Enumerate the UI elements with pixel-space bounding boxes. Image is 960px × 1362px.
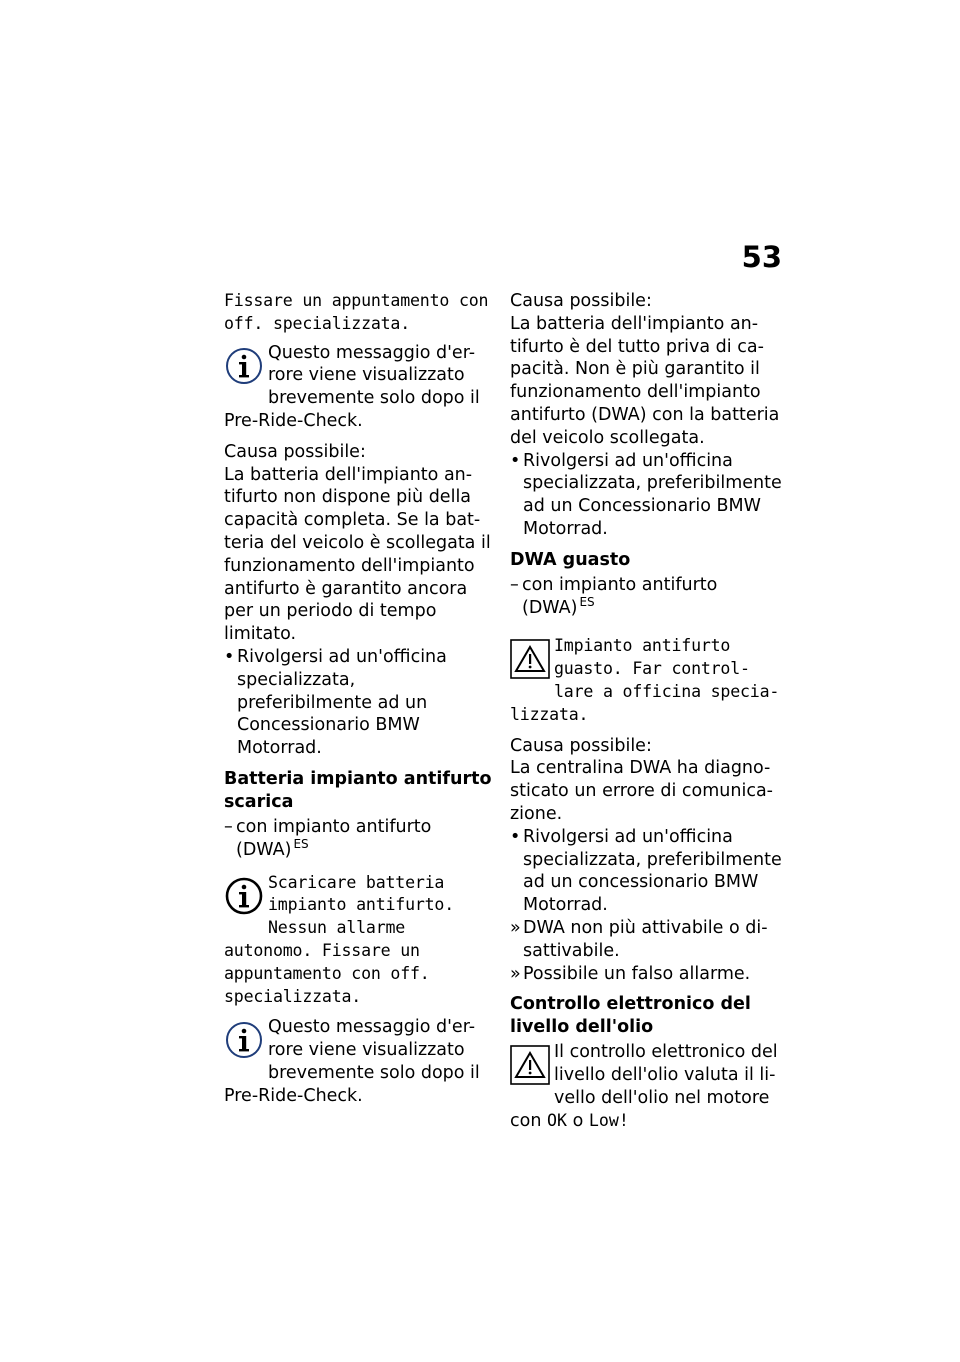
section-heading: Controllo elettronico del livello dell'olio	[510, 994, 751, 1038]
info-text: Questo messaggio d'er-rore viene visualizzato brevemente solo dopo il Pre-Ride-Check.	[224, 342, 480, 431]
result-marker: »	[510, 963, 521, 984]
ok-code: OK	[547, 1110, 567, 1130]
page-number: 53	[741, 240, 782, 274]
warning-icon	[510, 1045, 550, 1085]
condition-text: con impianto antifurto (DWA)	[236, 816, 432, 860]
section-heading: Batteria impianto antifurto scarica	[224, 768, 492, 812]
left-column	[224, 290, 492, 1116]
cause-label: Causa possibile:	[510, 291, 652, 311]
right-column	[510, 290, 782, 1141]
warning-note	[510, 1041, 782, 1132]
info-note	[224, 1016, 492, 1107]
info-icon	[224, 346, 264, 386]
info-note	[224, 872, 492, 1009]
warning-icon	[510, 639, 550, 679]
result-item	[510, 963, 782, 986]
bullet-text: Rivolgersi ad un'officina specializzata, preferibilmente ad un Concessionario BMW Motorrad.	[523, 450, 782, 539]
info-text: Questo messaggio d'er-rore viene visualizzato brevemente solo dopo il Pre-Ride-Check.	[224, 1017, 480, 1106]
dash-marker: –	[510, 574, 519, 595]
or-word: o	[572, 1110, 584, 1131]
cause-label: Causa possibile:	[510, 735, 652, 756]
cause-block	[224, 441, 492, 646]
result-text: Possibile un falso allarme.	[523, 963, 751, 984]
equipment-condition	[224, 816, 492, 862]
action-bullet	[510, 826, 782, 917]
info-icon	[224, 1020, 264, 1060]
display-message: Scaricare batteria impianto antifurto. Nessun allarme autonomo. Fissare un appuntamento con off. specializzata.	[224, 872, 455, 1006]
dash-marker: –	[224, 816, 233, 837]
action-bullet	[510, 450, 782, 541]
result-marker: »	[510, 917, 521, 938]
low-code: Low!	[588, 1110, 629, 1130]
action-bullet	[224, 646, 492, 760]
option-sup: ES	[579, 594, 595, 609]
cause-label: Causa possibile:	[224, 441, 366, 462]
section-heading: DWA guasto	[510, 549, 631, 570]
option-sup: ES	[293, 836, 309, 851]
result-text: DWA non più attivabile o di-sattivabile.	[523, 917, 768, 961]
display-message: Fissare un appuntamento con off. specializzata.	[224, 291, 489, 333]
bullet-marker: •	[510, 450, 521, 471]
cause-text: La batteria dell'impianto an-tifurto è del tutto priva di ca-pacità. Non è più garantito il funzionamento dell'impianto antifurto (DWA) con la batteria del veicolo scollegata.	[510, 313, 780, 448]
info-note	[224, 342, 492, 433]
oil-check-text: Il controllo elettronico del livello dell'olio valuta il li-vello dell'olio nel motore con	[510, 1042, 778, 1131]
bullet-marker: •	[510, 826, 521, 847]
equipment-condition	[510, 574, 782, 620]
result-item	[510, 917, 782, 963]
cause-block	[510, 290, 782, 450]
cause-text: La batteria dell'impianto an-tifurto non dispone più della capacità completa. Se la bat-teria del veicolo è scollegata il funzionamento dell'impianto antifurto è garantito ancora per un periodo di tempo limitato.	[224, 464, 491, 645]
condition-text: con impianto antifurto (DWA)	[522, 574, 718, 618]
bullet-marker: •	[224, 646, 235, 667]
cause-text: La centralina DWA ha diagno-sticato un errore di comunica-zione.	[510, 758, 773, 824]
info-icon	[224, 876, 264, 916]
warning-note	[510, 629, 782, 726]
bullet-text: Rivolgersi ad un'officina specializzata, preferibilmente ad un Concessionario BMW Motorrad.	[237, 646, 447, 759]
display-message: Impianto antifurto guasto. Far control-lare a officina specia-lizzata.	[510, 636, 780, 724]
cause-block	[510, 735, 782, 826]
warning-text	[510, 1041, 782, 1132]
bullet-text: Rivolgersi ad un'officina specializzata, preferibilmente ad un concessionario BMW Motorrad.	[523, 826, 782, 916]
